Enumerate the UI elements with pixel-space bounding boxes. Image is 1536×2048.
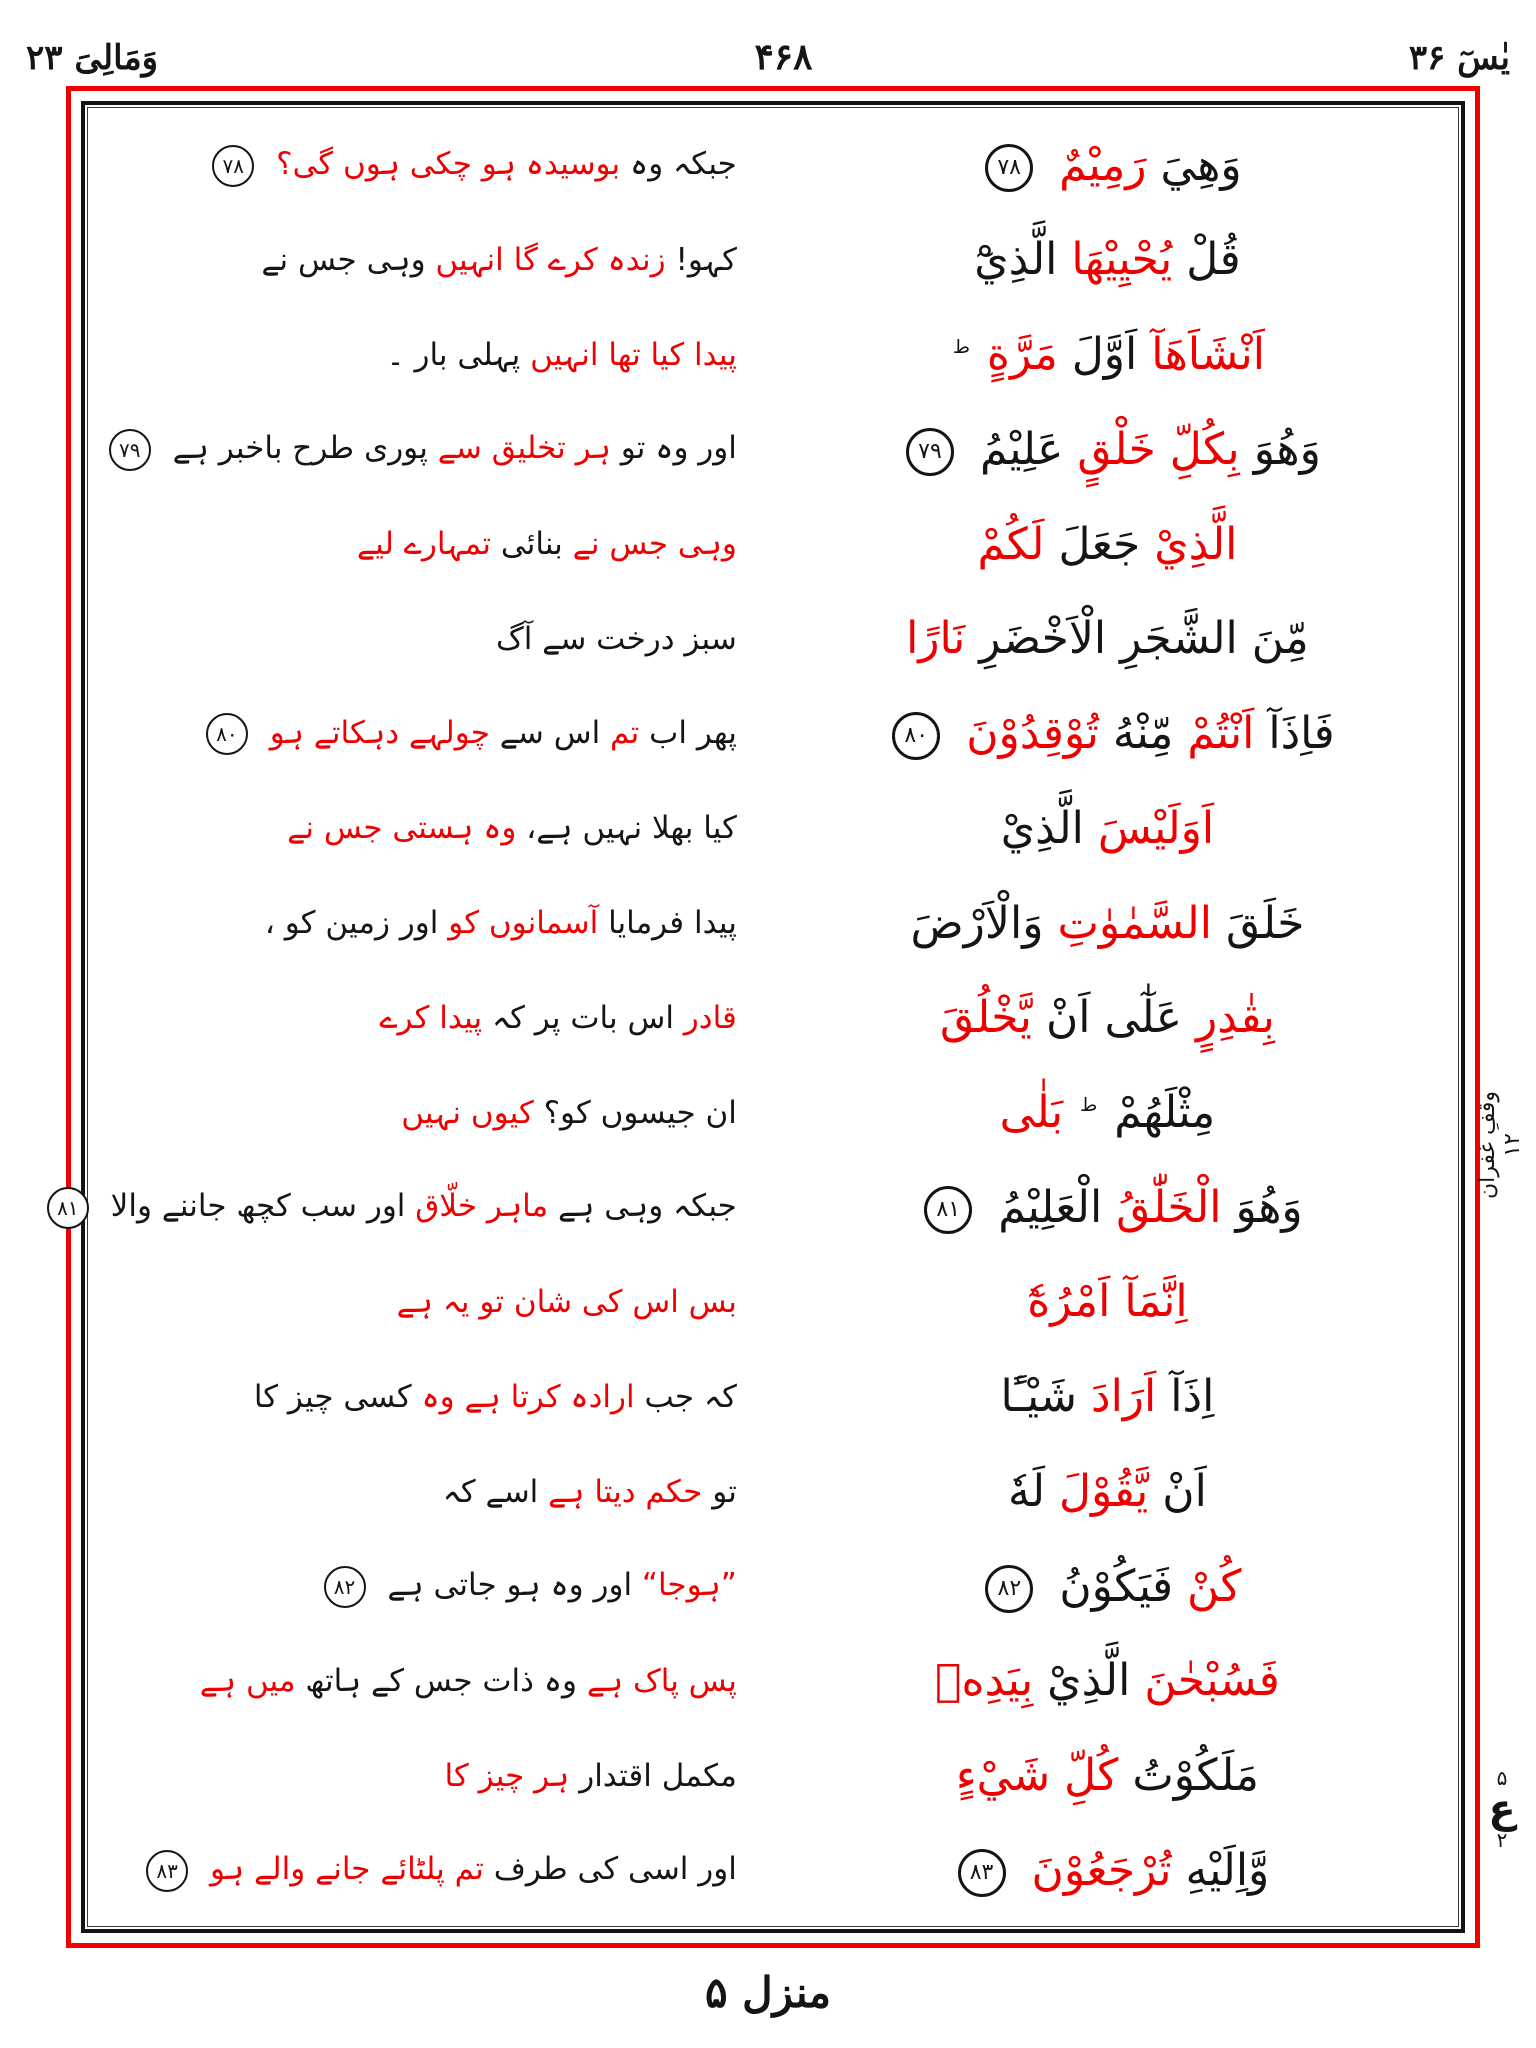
urdu-translation-line-segment: وہی جس نے	[261, 241, 426, 278]
urdu-translation-line-segment: پس پاک ہے	[586, 1662, 737, 1699]
verse-row	[92, 325, 1464, 384]
arabic-line-segment: مِّنَ الشَّجَرِ الْاَخْضَرِ	[979, 613, 1309, 665]
urdu-translation-line-segment: زندہ کرے گا انہیں	[435, 241, 666, 278]
arabic-line-segment: يَّخْلُقَ	[940, 992, 1032, 1044]
urdu-translation-line-segment: کسی چیز کا	[253, 1378, 412, 1415]
urdu-translation-line-segment: ”ہوجا“	[641, 1567, 737, 1604]
arabic-line-segment: وَّاِلَيْهِ	[1185, 1844, 1270, 1896]
verse-row	[92, 1746, 1464, 1805]
urdu-translation-line	[92, 903, 737, 943]
urdu-translation-line	[92, 1377, 737, 1417]
urdu-translation-line-segment: ماہر خلّاق	[415, 1188, 549, 1225]
urdu-translation-line	[92, 1472, 737, 1512]
arabic-line-segment: الَّذِيْ	[1000, 802, 1084, 854]
verse-row	[92, 704, 1464, 763]
urdu-translation-line-segment: پیدا کرے	[379, 999, 483, 1036]
arabic-line-segment: اِنَّمَآ اَمْرُهٗٓ	[1027, 1276, 1188, 1328]
ayah-number-marker: ۷۸	[212, 145, 254, 187]
arabic-line-segment: ط	[1080, 1095, 1098, 1117]
urdu-translation-line-segment: پہلی بار ۔	[386, 336, 521, 373]
urdu-translation-line-segment: قادر	[683, 999, 737, 1036]
verse-row	[57, 1178, 1464, 1237]
urdu-translation-line	[92, 240, 737, 280]
arabic-line	[737, 325, 1464, 384]
urdu-translation-line-segment: پھر اب	[649, 714, 737, 751]
arabic-line-segment: اَرَادَ	[1090, 1371, 1157, 1423]
urdu-translation-line-segment: پیدا کیا تھا انہیں	[530, 336, 737, 373]
arabic-line-segment: يُحْيِيْهَا	[1071, 234, 1173, 286]
waqf-ghufran-note: وقفِ غفران ۱۲	[1475, 1091, 1525, 1199]
arabic-line	[737, 1651, 1464, 1710]
arabic-line-segment: الَّذِيْ	[1154, 518, 1238, 570]
arabic-line-segment: بَلٰى	[999, 1087, 1064, 1139]
arabic-line-segment: خَلَقَ	[1225, 897, 1305, 949]
verse-row	[92, 894, 1464, 953]
verse-row	[92, 1462, 1464, 1521]
ruku-marker	[1480, 1768, 1524, 1850]
urdu-translation-line-segment: ان جیسوں کو؟	[543, 1094, 737, 1131]
ayah-number-marker: ۷۹	[109, 429, 151, 471]
urdu-translation-line-segment: اور زمین کو ،	[264, 905, 439, 942]
ruku-ain-glyph: ع	[1488, 1786, 1516, 1832]
arabic-line	[737, 894, 1464, 953]
urdu-translation-line-segment: وہ ذات جس کے ہاتھ	[305, 1662, 577, 1699]
arabic-line	[737, 1083, 1464, 1142]
urdu-translation-line-segment: اس بات پر کہ	[492, 999, 674, 1036]
urdu-translation-line-segment: اور اسی کی طرف	[493, 1851, 737, 1888]
urdu-translation-line-segment: حکم دیتا ہے	[548, 1473, 703, 1510]
verse-row	[92, 1651, 1464, 1710]
arabic-line-segment: كُلِّ شَيْءٍ	[955, 1750, 1119, 1802]
arabic-line-segment: اَنْ	[1162, 1465, 1207, 1517]
urdu-translation-line-segment: کہ جب	[644, 1378, 737, 1415]
verse-row	[92, 1367, 1464, 1426]
urdu-translation-line-segment: اور وہ ہو جاتی ہے	[387, 1567, 633, 1604]
arabic-line-segment: مَرَّةٍ	[986, 329, 1058, 381]
urdu-translation-line	[92, 1093, 737, 1133]
arabic-line	[737, 420, 1464, 479]
urdu-translation-line-segment: اور وہ تو	[620, 430, 737, 467]
arabic-line-segment: الَّذِيْ	[1047, 1655, 1131, 1707]
arabic-line-segment: قُلْ	[1186, 234, 1241, 286]
arabic-line-segment: تُوْقِدُوْنَ	[966, 708, 1099, 760]
arabic-line-segment: ط	[952, 337, 970, 359]
verse-row	[92, 988, 1464, 1047]
arabic-line-segment: اَوَلَيْسَ	[1097, 802, 1215, 854]
header-surah-name: یٰسٓ ۳۶	[1408, 38, 1510, 78]
urdu-translation-line-segment: تو	[712, 1473, 737, 1510]
urdu-translation-line-segment: بوسیدہ ہو چکی ہوں گی؟	[276, 146, 621, 183]
urdu-translation-line	[92, 1756, 737, 1796]
urdu-translation-line-segment: میں ہے	[199, 1662, 296, 1699]
arabic-line-segment: فَاِذَآ	[1268, 708, 1335, 760]
urdu-translation-line-segment: پوری طرح باخبر ہے	[172, 430, 428, 467]
urdu-translation-line-segment: چولہے دہکاتے ہو	[269, 714, 490, 751]
verse-row	[92, 515, 1464, 574]
urdu-translation-line-segment: سبز درخت سے آگ	[495, 620, 737, 657]
urdu-translation-line-segment: بنائی	[500, 526, 563, 563]
urdu-translation-line-segment: بس اس کی شان تو یہ ہے	[396, 1284, 737, 1321]
arabic-line	[737, 988, 1464, 1047]
verse-row	[92, 609, 1464, 668]
verse-row	[92, 1272, 1464, 1331]
arabic-line-segment: بِيَدِهٖ	[935, 1655, 1034, 1707]
ruku-number-bottom: ۲	[1496, 1828, 1508, 1852]
arabic-line-segment: مِثْلَهُمْ	[1114, 1087, 1216, 1139]
arabic-line-segment: الْخَلّٰقُ	[1116, 1181, 1222, 1233]
arabic-line-segment: نَارًا	[906, 613, 966, 665]
urdu-translation-line-segment: اسے کہ	[442, 1473, 539, 1510]
urdu-translation-line	[92, 998, 737, 1038]
ayah-number-marker: ۸۱	[924, 1186, 972, 1234]
urdu-translation-line-segment: کہو!	[675, 241, 737, 278]
verse-row	[92, 1557, 1464, 1616]
urdu-translation-line-segment: تم	[610, 714, 640, 751]
arabic-line-segment: مِّنْهُ	[1112, 708, 1174, 760]
arabic-line-segment: فَيَكُوْنُ	[1059, 1560, 1174, 1612]
arabic-line	[737, 1841, 1464, 1900]
urdu-translation-line-segment: مکمل اقتدار	[579, 1757, 737, 1794]
arabic-line-segment: تُرْجَعُوْنَ	[1031, 1844, 1172, 1896]
ayah-number-marker: ۸۳	[958, 1849, 1006, 1897]
urdu-translation-line	[29, 1186, 737, 1229]
verse-row	[92, 136, 1464, 195]
arabic-line-segment: وَالْاَرْضَ	[910, 897, 1044, 949]
urdu-translation-line	[92, 1282, 737, 1322]
ayah-number-marker: ۷۸	[985, 144, 1033, 192]
arabic-line-segment: كُنْ	[1187, 1560, 1242, 1612]
urdu-translation-line-segment: جبکہ وہ	[630, 146, 737, 183]
arabic-line	[737, 1462, 1464, 1521]
arabic-line-segment: عَلِيْمُ	[979, 423, 1064, 475]
arabic-line-segment: وَهِيَ	[1160, 139, 1242, 191]
verse-row	[92, 799, 1464, 858]
arabic-line	[737, 515, 1464, 574]
urdu-translation-line	[91, 428, 737, 471]
arabic-line-segment: اَوَّلَ	[1071, 329, 1138, 381]
arabic-line	[737, 704, 1464, 763]
urdu-translation-line	[92, 335, 737, 375]
verse-row	[92, 420, 1464, 479]
arabic-line	[737, 1557, 1464, 1616]
ruku-number-top: ۵	[1496, 1766, 1508, 1790]
urdu-translation-line	[92, 524, 737, 564]
footer-manzil-label: منزل ۵	[704, 1968, 832, 2017]
header-page-number: ۴۶۸	[754, 36, 813, 78]
ayah-number-marker: ۸۲	[324, 1566, 366, 1608]
urdu-translation-line	[92, 1849, 737, 1892]
ayah-number-marker: ۸۲	[985, 1565, 1033, 1613]
arabic-line-segment: لَكُمْ	[977, 518, 1045, 570]
arabic-line-segment: اَنْتُمْ	[1187, 708, 1255, 760]
arabic-line	[737, 1272, 1464, 1331]
arabic-line-segment: بِقٰدِرٍ	[1195, 992, 1275, 1044]
arabic-line-segment: بِكُلِّ خَلْقٍ	[1077, 423, 1240, 475]
urdu-translation-line	[92, 808, 737, 848]
page-header	[26, 18, 1510, 78]
arabic-line-segment: الْعَلِيْمُ	[998, 1181, 1103, 1233]
urdu-translation-line-segment: آسمانوں کو	[448, 905, 599, 942]
urdu-translation-line-segment: ارادہ کرتا ہے وہ	[421, 1378, 635, 1415]
ayah-number-marker: ۸۳	[146, 1850, 188, 1892]
arabic-line	[737, 136, 1464, 195]
arabic-line-segment: اِذَآ	[1170, 1371, 1215, 1423]
urdu-translation-line	[92, 1661, 737, 1701]
arabic-line	[737, 1178, 1464, 1237]
arabic-line-segment: اَنْشَاَهَآ	[1151, 329, 1266, 381]
urdu-translation-line-segment: پیدا فرمایا	[608, 905, 737, 942]
arabic-line-segment: السَّمٰوٰتِ	[1057, 897, 1212, 949]
urdu-translation-line-segment: اور سب کچھ جاننے والا	[110, 1188, 406, 1225]
urdu-translation-line	[92, 144, 737, 187]
urdu-translation-line-segment: کیوں نہیں	[401, 1094, 534, 1131]
urdu-translation-line-segment: کیا بھلا نہیں ہے،	[526, 810, 737, 847]
urdu-translation-line-segment: ہر چیز کا	[444, 1757, 570, 1794]
arabic-line-segment: رَمِيْمٌ	[1059, 139, 1147, 191]
arabic-line-segment: وَهُوَ	[1253, 423, 1321, 475]
arabic-line-segment: جَعَلَ	[1058, 518, 1141, 570]
arabic-line-segment: يَّقُوْلَ	[1059, 1465, 1149, 1517]
urdu-translation-line	[92, 1565, 737, 1608]
urdu-translation-line-segment: تمہارے لیے	[356, 526, 492, 563]
urdu-translation-line-segment: وہ ہستی جس نے	[287, 810, 517, 847]
arabic-line-segment: شَيْـًٔا	[1000, 1371, 1077, 1423]
urdu-translation-line-segment: تم پلٹائے جانے والے ہو	[209, 1851, 484, 1888]
ayah-number-marker: ۸۱	[47, 1187, 89, 1229]
ayah-number-marker: ۸۰	[206, 713, 248, 755]
arabic-line-segment: مَلَكُوْتُ	[1132, 1750, 1259, 1802]
urdu-translation-line-segment: ہر تخلیق سے	[437, 430, 611, 467]
arabic-line-segment: لَهٗ	[1008, 1465, 1046, 1517]
arabic-line-segment: عَلٰٓى اَنْ	[1045, 992, 1182, 1044]
verse-row	[92, 230, 1464, 289]
header-juz-name: وَمَالِیَ ۲۳	[26, 38, 159, 78]
arabic-line	[737, 230, 1464, 289]
arabic-line	[737, 1746, 1464, 1805]
arabic-line	[737, 799, 1464, 858]
verse-grid	[57, 118, 1464, 1918]
arabic-line-segment: فَسُبْحٰنَ	[1144, 1655, 1280, 1707]
ayah-number-marker: ۸۰	[892, 712, 940, 760]
arabic-line-segment: وَهُوَ	[1235, 1181, 1303, 1233]
verse-row	[92, 1083, 1464, 1142]
urdu-translation-line-segment: وہی جس نے	[572, 526, 737, 563]
ayah-number-marker: ۷۹	[906, 428, 954, 476]
urdu-translation-line-segment: جبکہ وہی ہے	[558, 1188, 737, 1225]
urdu-translation-line	[92, 713, 737, 756]
urdu-translation-line	[92, 619, 737, 659]
arabic-line	[737, 609, 1464, 668]
verse-row	[92, 1841, 1464, 1900]
urdu-translation-line-segment: اس سے	[499, 714, 601, 751]
arabic-line	[737, 1367, 1464, 1426]
arabic-line-segment: الَّذِيْٓ	[974, 234, 1058, 286]
